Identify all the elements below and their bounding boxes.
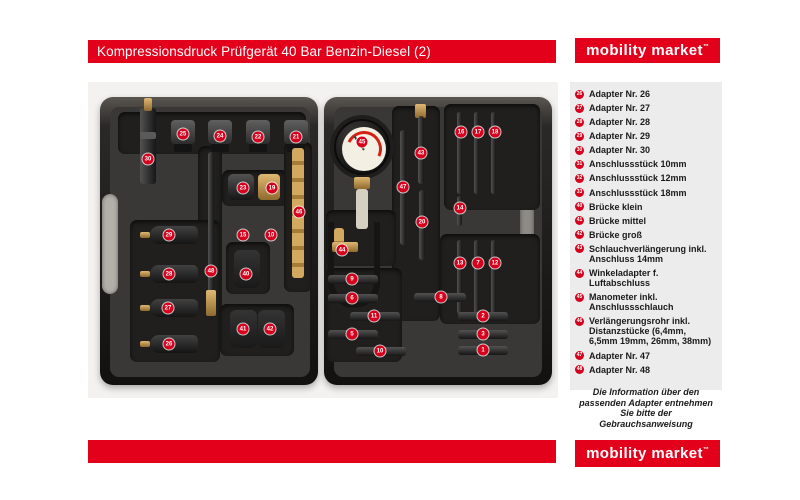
part-marker: 5 (347, 329, 358, 340)
legend-item-label: Manometer inkl. Anschlussschlauch (589, 292, 674, 313)
legend-item-badge: 31 (576, 160, 583, 167)
legend-item-label: Adapter Nr. 48 (589, 364, 651, 375)
legend-item-label: Brücke mittel (589, 215, 647, 226)
info-note: Die Information über den passenden Adapter entnehmen Sie bitte der Gebrauchsanweisung (579, 386, 713, 430)
cone-adapter-27 (150, 299, 198, 317)
legend-list (575, 89, 717, 375)
legend-item-badge: 46 (576, 317, 583, 324)
legend-item-label: Anschlussstück 12mm (589, 173, 687, 184)
legend-item-badge: 40 (576, 203, 583, 210)
small-rod (474, 112, 479, 194)
legend-item-label: Adapter Nr. 30 (589, 145, 651, 156)
part-marker: 12 (490, 258, 501, 269)
part-marker: 28 (164, 269, 175, 280)
legend-item (575, 173, 717, 183)
part-marker: 45 (357, 137, 368, 148)
page-title: Kompressionsdruck Prüfgerät 40 Bar Benzin-Diesel (2) (97, 44, 431, 59)
case-handle (102, 194, 118, 294)
legend-item-badge: 45 (576, 293, 583, 300)
legend-item-badge: 33 (576, 189, 583, 196)
part-marker: 25 (178, 129, 189, 140)
footer-logo (575, 440, 720, 467)
legend-item (575, 202, 717, 212)
part-marker: 43 (416, 148, 427, 159)
legend-item (575, 89, 717, 99)
legend-item (575, 268, 717, 288)
part-marker: 47 (398, 182, 409, 193)
part-marker: 42 (265, 324, 276, 335)
legend-item-badge: 32 (576, 174, 583, 181)
part-marker: 23 (238, 183, 249, 194)
adapter-30-band (140, 132, 156, 139)
legend-item-label: Winkeladapter f. Luftabschluss (589, 268, 659, 289)
part-marker: 22 (253, 132, 264, 143)
socket-base (174, 144, 192, 152)
trademark-symbol: ™ (702, 43, 709, 50)
brand-logo (575, 38, 720, 63)
legend-item (575, 292, 717, 312)
small-rod (491, 240, 496, 314)
part-marker: 20 (417, 217, 428, 228)
part-marker: 8 (436, 292, 447, 303)
brand-name: mobility market (586, 42, 703, 59)
part-marker: 15 (238, 230, 249, 241)
footer-brand-name: mobility market (586, 445, 703, 462)
footer-bar (88, 440, 556, 463)
legend-item (575, 316, 717, 346)
part-marker: 44 (337, 245, 348, 256)
small-rod (491, 112, 496, 194)
part-marker: 14 (455, 203, 466, 214)
part-marker: 16 (456, 127, 467, 138)
legend-item-label: Brücke groß (589, 229, 643, 240)
legend-item-badge: 41 (576, 217, 583, 224)
part-marker: 1 (478, 345, 489, 356)
legend-item-badge: 43 (576, 245, 583, 252)
part-marker: 26 (164, 339, 175, 350)
part-marker: 9 (347, 274, 358, 285)
small-rod (474, 240, 479, 314)
legend-item-badge: 44 (576, 269, 583, 276)
part-marker: 19 (267, 183, 278, 194)
legend-item-label: Anschlussstück 10mm (589, 159, 687, 170)
product-photo (88, 82, 558, 398)
legend-item-label: Schlauchverlängerung inkl. Anschluss 14mm (589, 243, 707, 264)
legend-item-badge: 27 (576, 104, 583, 111)
part-marker: 40 (241, 269, 252, 280)
legend-item-label: Brücke klein (589, 201, 643, 212)
rod-brass-end (206, 290, 216, 316)
legend-item-label: Verlängerungsrohr inkl. Distanzstücke (6,4mm, 6,5mm 19mm, 26mm, 38mm) (589, 316, 712, 347)
gauge-brass-nut (354, 177, 370, 189)
legend-item (575, 131, 717, 141)
legend-item (575, 365, 717, 375)
part-marker: 3 (478, 329, 489, 340)
part-marker: 2 (478, 311, 489, 322)
part-marker: 29 (164, 230, 175, 241)
legend-item-label: Adapter Nr. 28 (589, 117, 651, 128)
legend-item-badge: 42 (576, 231, 583, 238)
legend-item-badge: 26 (576, 90, 583, 97)
adapter-30-brass-tip (144, 98, 152, 111)
legend-item (575, 145, 717, 155)
legend-item (575, 117, 717, 127)
small-rod (457, 112, 462, 194)
legend-item (575, 230, 717, 240)
legend-item-badge: 48 (576, 366, 583, 373)
legend-item (575, 351, 717, 361)
part-marker: 41 (238, 324, 249, 335)
socket-base (211, 144, 229, 152)
cone-nipple (140, 232, 150, 238)
parts-legend (570, 82, 722, 430)
gauge-dial (342, 127, 386, 171)
legend-item (575, 159, 717, 169)
legend-item-label: Adapter Nr. 47 (589, 350, 651, 361)
page-title-bar (88, 40, 556, 63)
cone-nipple (140, 341, 150, 347)
legend-item-badge: 28 (576, 118, 583, 125)
part-marker: 21 (291, 132, 302, 143)
trademark-symbol: ™ (702, 446, 709, 453)
tool-pocket (440, 234, 540, 324)
cone-nipple (140, 305, 150, 311)
legend-item-label: Adapter Nr. 27 (589, 103, 651, 114)
legend-item (575, 216, 717, 226)
part-marker: 6 (347, 293, 358, 304)
legend-item-badge: 29 (576, 132, 583, 139)
part-marker: 46 (294, 207, 305, 218)
part-marker: 27 (163, 303, 174, 314)
legend-item (575, 244, 717, 264)
part-marker: 11 (369, 311, 380, 322)
legend-item-badge: 30 (576, 146, 583, 153)
legend-item-label: Adapter Nr. 26 (589, 89, 651, 99)
legend-item-label: Adapter Nr. 29 (589, 131, 651, 142)
part-marker: 13 (455, 258, 466, 269)
part-marker: 10 (266, 230, 277, 241)
legend-item (575, 103, 717, 113)
part-marker: 18 (490, 127, 501, 138)
part-marker: 10 (375, 346, 386, 357)
adapter-30 (140, 108, 156, 184)
legend-item-badge: 47 (576, 352, 583, 359)
socket-base (249, 144, 267, 152)
small-rod (457, 240, 462, 314)
part-marker: 24 (215, 131, 226, 142)
part-marker: 17 (473, 127, 484, 138)
part-marker: 7 (473, 258, 484, 269)
part-marker: 48 (206, 266, 217, 277)
cone-nipple (140, 271, 150, 277)
legend-item-label: Anschlussstück 18mm (589, 187, 687, 198)
legend-item (575, 188, 717, 198)
part-marker: 30 (143, 154, 154, 165)
